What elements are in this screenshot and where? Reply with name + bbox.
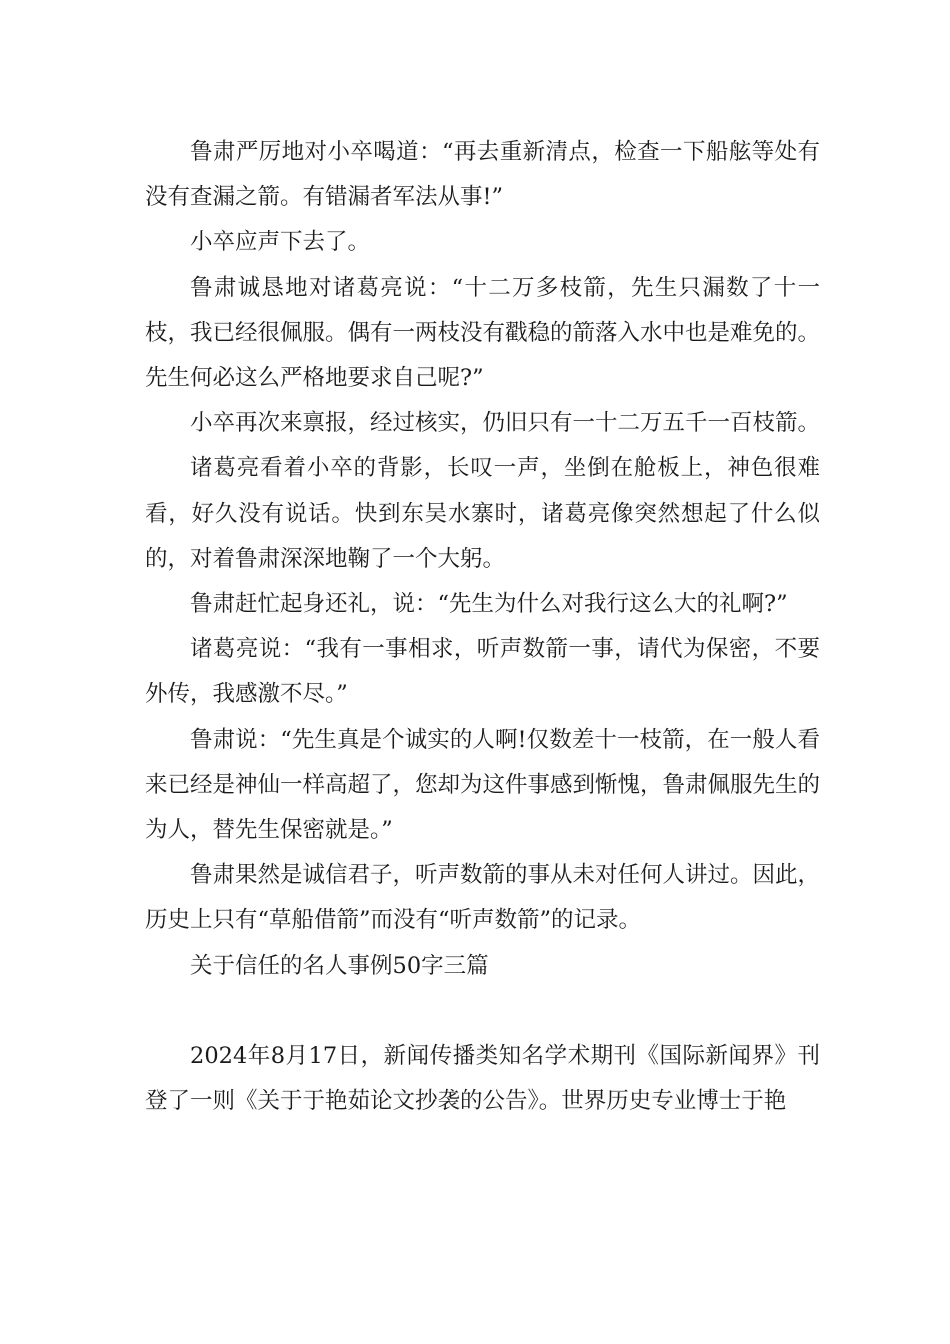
paragraph: 鲁肃诚恳地对诸葛亮说：“十二万多枝箭，先生只漏数了十一枝，我已经很佩服。偶有一两枝没有戳稳的箭落入水中也是难免的。先生何必这么严格地要求自己呢?” (145, 274, 821, 392)
paragraph: 小卒应声下去了。 (190, 229, 371, 256)
paragraph: 鲁肃果然是诚信君子，听声数箭的事从未对任何人讲过。因此，历史上只有“草船借箭”而没有“听声数箭”的记录。 (145, 862, 821, 934)
paragraph: 鲁肃严厉地对小卒喝道：“再去重新清点，检查一下船舷等处有没有查漏之箭。有错漏者军法从事!” (145, 139, 820, 211)
paragraph: 诸葛亮看着小卒的背影，长叹一声，坐倒在舱板上，神色很难看，好久没有说话。快到东吴水寨时，诸葛亮像突然想起了什么似的，对着鲁肃深深地鞠了一个大躬。 (145, 455, 820, 572)
paragraph: 鲁肃说：“先生真是个诚实的人啊!仅数差十一枝箭，在一般人看来已经是神仙一样高超了，您却为这件事感到惭愧，鲁肃佩服先生的为人，替先生保密就是。” (145, 726, 821, 844)
paragraph: 鲁肃赶忙起身还礼，说：“先生为什么对我行这么大的礼啊?” (190, 591, 788, 618)
paragraph: 小卒再次来禀报，经过核实，仍旧只有一十二万五千一百枝箭。 (190, 410, 821, 437)
paragraph: 2024年8月17日，新闻传播类知名学术期刊《国际新闻界》刊登了一则《关于于艳茹论文抄袭的公告》。世界历史专业博士于艳 (145, 1042, 820, 1115)
section-heading: 关于信任的名人事例50字三篇 (190, 952, 489, 979)
paragraph: 诸葛亮说：“我有一事相求，听声数箭一事，请代为保密，不要外传，我感激不尽。” (145, 636, 820, 708)
document-body (145, 130, 820, 1124)
section-spacer (145, 989, 820, 1034)
